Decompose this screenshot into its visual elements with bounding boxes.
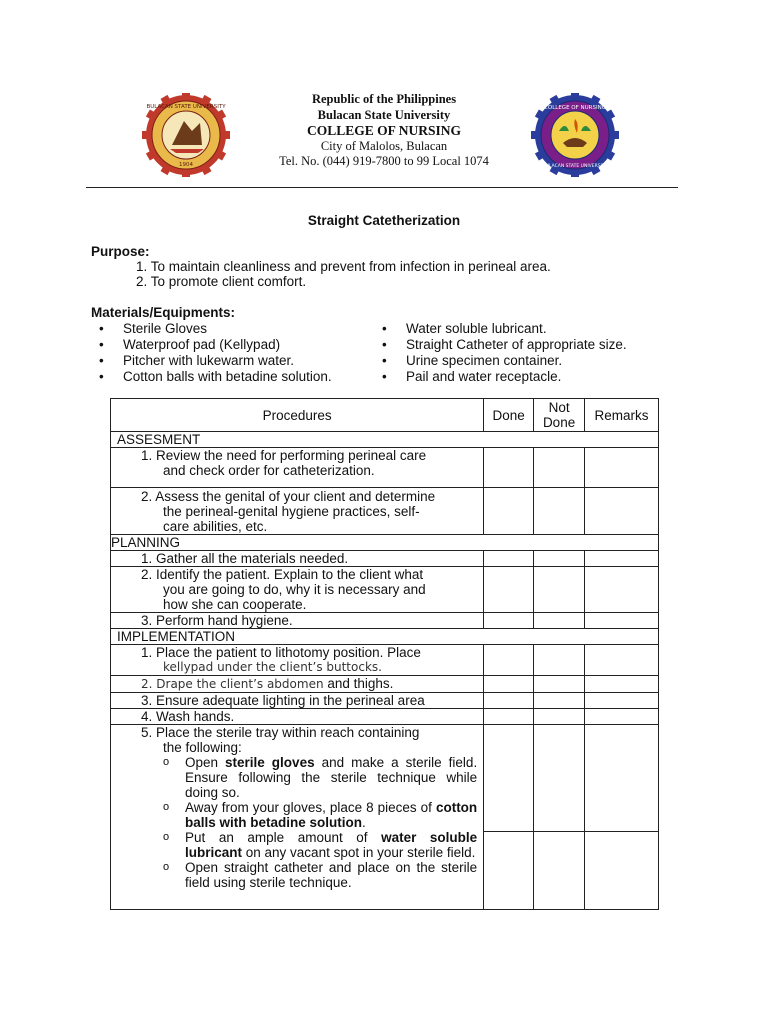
letterhead-college: COLLEGE OF NURSING — [306, 123, 462, 138]
table-row — [111, 709, 659, 725]
procedure-cell: 1. Place the patient to lithotomy position. Place kellypad under the client’s buttocks. — [111, 645, 484, 676]
done-cell[interactable] — [484, 567, 534, 613]
not-done-cell[interactable] — [534, 676, 585, 693]
table-row — [111, 613, 659, 629]
sub-step: o Open straight catheter and place on the sterile field using sterile technique. — [163, 860, 478, 890]
procedure-cell: 1. Gather all the materials needed. — [111, 551, 484, 567]
done-cell[interactable] — [484, 613, 534, 629]
section-row-planning — [111, 535, 659, 551]
not-done-cell[interactable] — [534, 645, 585, 676]
not-done-cell[interactable] — [534, 567, 585, 613]
remarks-cell[interactable] — [585, 448, 659, 488]
table-row — [111, 693, 659, 709]
remarks-cell[interactable] — [585, 709, 659, 725]
not-done-cell[interactable] — [534, 613, 585, 629]
remarks-cell[interactable] — [585, 676, 659, 693]
procedure-cell: 3. Ensure adequate lighting in the perineal area — [111, 693, 484, 709]
section-row-implementation — [111, 629, 659, 645]
remarks-cell[interactable] — [585, 832, 659, 910]
not-done-cell[interactable] — [534, 551, 585, 567]
header-divider — [86, 187, 678, 188]
done-cell[interactable] — [484, 676, 534, 693]
remarks-cell[interactable] — [585, 488, 659, 535]
header-done: Done — [484, 399, 534, 432]
procedure-cell: 3. Perform hand hygiene. — [111, 613, 484, 629]
material-item: • Pail and water receptacle. — [382, 369, 562, 384]
sub-step: o Away from your gloves, place 8 pieces of cotton balls with betadine solution. — [163, 800, 478, 830]
letterhead-republic: Republic of the Philippines — [311, 92, 457, 106]
svg-text:COLLEGE OF NURSING: COLLEGE OF NURSING — [544, 105, 606, 111]
table-row — [111, 448, 659, 488]
remarks-cell[interactable] — [585, 551, 659, 567]
table-row — [111, 725, 659, 832]
procedure-cell: 4. Wash hands. — [111, 709, 484, 725]
section-label-implementation: IMPLEMENTATION — [111, 629, 659, 645]
remarks-cell[interactable] — [585, 645, 659, 676]
letterhead — [0, 92, 768, 170]
done-cell[interactable] — [484, 693, 534, 709]
not-done-cell[interactable] — [534, 832, 585, 910]
header-not-done: Not Done — [534, 399, 585, 432]
header-procedures: Procedures — [111, 399, 484, 432]
section-label-assessment: ASSESMENT — [111, 432, 659, 448]
purpose-item-1: 1. To maintain cleanliness and prevent from infection in perineal area. — [136, 259, 551, 274]
procedure-cell: 5. Place the sterile tray within reach containing the following: o Open sterile gloves and make a sterile field. Ensure following the sterile technique while doing so. o Away from your gloves, place 8 pieces of cotton balls with betadine solution. o Put an ample amount of water soluble lubricant on any vacant spot in your sterile field. o Open straight catheter and place on the sterile field using sterile technique. — [111, 725, 484, 910]
table-row — [111, 551, 659, 567]
section-row-assessment — [111, 432, 659, 448]
table-row — [111, 488, 659, 535]
procedure-cell: 2. Drape the client’s abdomen and thighs. — [111, 676, 484, 693]
purpose-item-2: 2. To promote client comfort. — [136, 274, 307, 289]
procedure-checklist-table — [110, 398, 659, 910]
done-cell[interactable] — [484, 488, 534, 535]
sub-step: o Put an ample amount of water soluble lubricant on any vacant spot in your sterile field. — [163, 830, 478, 860]
not-done-cell[interactable] — [534, 448, 585, 488]
not-done-cell[interactable] — [534, 693, 585, 709]
material-item: • Sterile Gloves — [99, 321, 208, 336]
document-title: Straight Catetherization — [307, 213, 461, 228]
material-item: • Water soluble lubricant. — [382, 321, 547, 336]
not-done-cell[interactable] — [534, 488, 585, 535]
material-item: • Pitcher with lukewarm water. — [99, 353, 295, 368]
material-item: • Cotton balls with betadine solution. — [99, 369, 332, 384]
svg-text:BULACAN STATE UNIVERSITY: BULACAN STATE UNIVERSITY — [146, 104, 226, 110]
header-remarks: Remarks — [585, 399, 659, 432]
materials-label: Materials/Equipments: — [91, 305, 236, 320]
material-item: • Urine specimen container. — [382, 353, 563, 368]
material-item: • Waterproof pad (Kellypad) — [99, 337, 281, 352]
table-row — [111, 676, 659, 693]
done-cell[interactable] — [484, 709, 534, 725]
table-header-row — [111, 399, 659, 432]
svg-text:BULACAN STATE UNIVERSITY: BULACAN STATE UNIVERSITY — [542, 164, 608, 169]
done-cell[interactable] — [484, 551, 534, 567]
done-cell[interactable] — [484, 645, 534, 676]
section-label-planning: PLANNING — [111, 535, 659, 551]
svg-text:1904: 1904 — [179, 162, 193, 168]
not-done-cell[interactable] — [534, 709, 585, 725]
letterhead-university: Bulacan State University — [317, 107, 451, 122]
procedure-cell: 1. Review the need for performing perineal care and check order for catheterization. — [111, 448, 484, 488]
table-row — [111, 645, 659, 676]
procedure-cell: 2. Identify the patient. Explain to the client what you are going to do, why it is necessary and how she can cooperate. — [111, 567, 484, 613]
material-item: • Straight Catheter of appropriate size. — [382, 337, 627, 352]
procedure-cell: 2. Assess the genital of your client and determine the perineal-genital hygiene practices, self- care abilities, etc. — [111, 488, 484, 535]
sub-step: o Open sterile gloves and make a sterile field. Ensure following the sterile technique while doing so. — [163, 755, 478, 800]
remarks-cell[interactable] — [585, 613, 659, 629]
remarks-cell[interactable] — [585, 567, 659, 613]
table-row — [111, 567, 659, 613]
remarks-cell[interactable] — [585, 725, 659, 832]
letterhead-city: City of Malolos, Bulacan — [320, 138, 448, 153]
not-done-cell[interactable] — [534, 725, 585, 832]
done-cell[interactable] — [484, 725, 534, 832]
remarks-cell[interactable] — [585, 693, 659, 709]
done-cell[interactable] — [484, 448, 534, 488]
purpose-label: Purpose: — [91, 244, 150, 259]
letterhead-phone: Tel. No. (044) 919-7800 to 99 Local 1074 — [279, 154, 489, 168]
done-cell[interactable] — [484, 832, 534, 910]
